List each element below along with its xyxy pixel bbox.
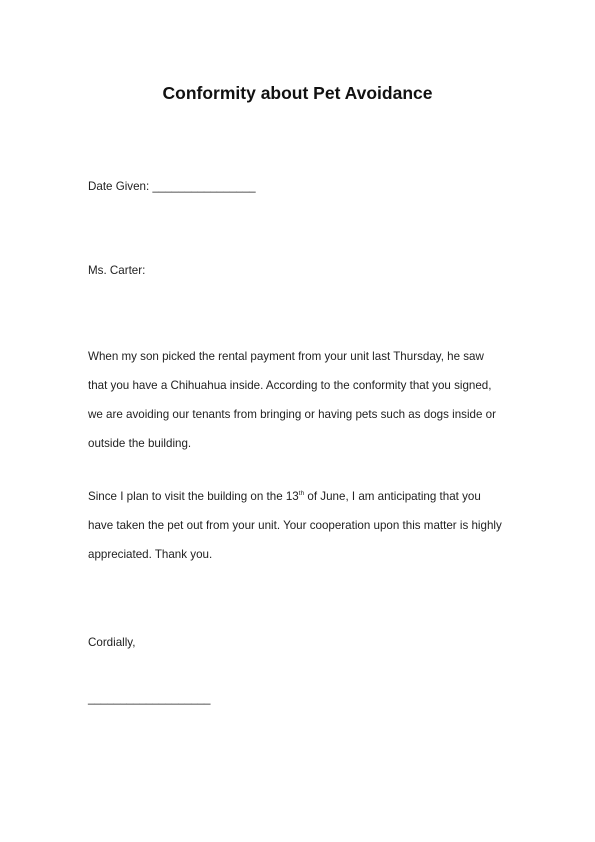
- paragraph-1-line-2: that you have a Chihuahua inside. According to the conformity that you signed,: [88, 379, 492, 392]
- salutation: Ms. Carter:: [88, 264, 146, 277]
- paragraph-2-line-3: appreciated. Thank you.: [88, 548, 213, 561]
- date-given-line: [88, 180, 256, 193]
- document-title: Conformity about Pet Avoidance: [162, 83, 433, 103]
- paragraph-1-line-1: When my son picked the rental payment from your unit last Thursday, he saw: [88, 350, 484, 363]
- paragraph-1-line-3: we are avoiding our tenants from bringing or having pets such as dogs inside or: [88, 408, 496, 421]
- ordinal-suffix: th: [298, 490, 305, 498]
- paragraph-2-line-1-after: of June, I am anticipating that you: [304, 490, 481, 503]
- signature-blank: ___________________: [88, 692, 211, 705]
- closing: Cordially,: [88, 636, 136, 649]
- paragraph-2-line-1: [88, 490, 481, 503]
- date-given-label: Date Given:: [88, 180, 150, 193]
- paragraph-1-line-4: outside the building.: [88, 437, 192, 450]
- date-given-blank: ________________: [152, 180, 256, 193]
- paragraph-2-line-2: have taken the pet out from your unit. Your cooperation upon this matter is highly: [88, 519, 502, 532]
- paragraph-2-line-1-before: Since I plan to visit the building on the 13: [88, 490, 299, 503]
